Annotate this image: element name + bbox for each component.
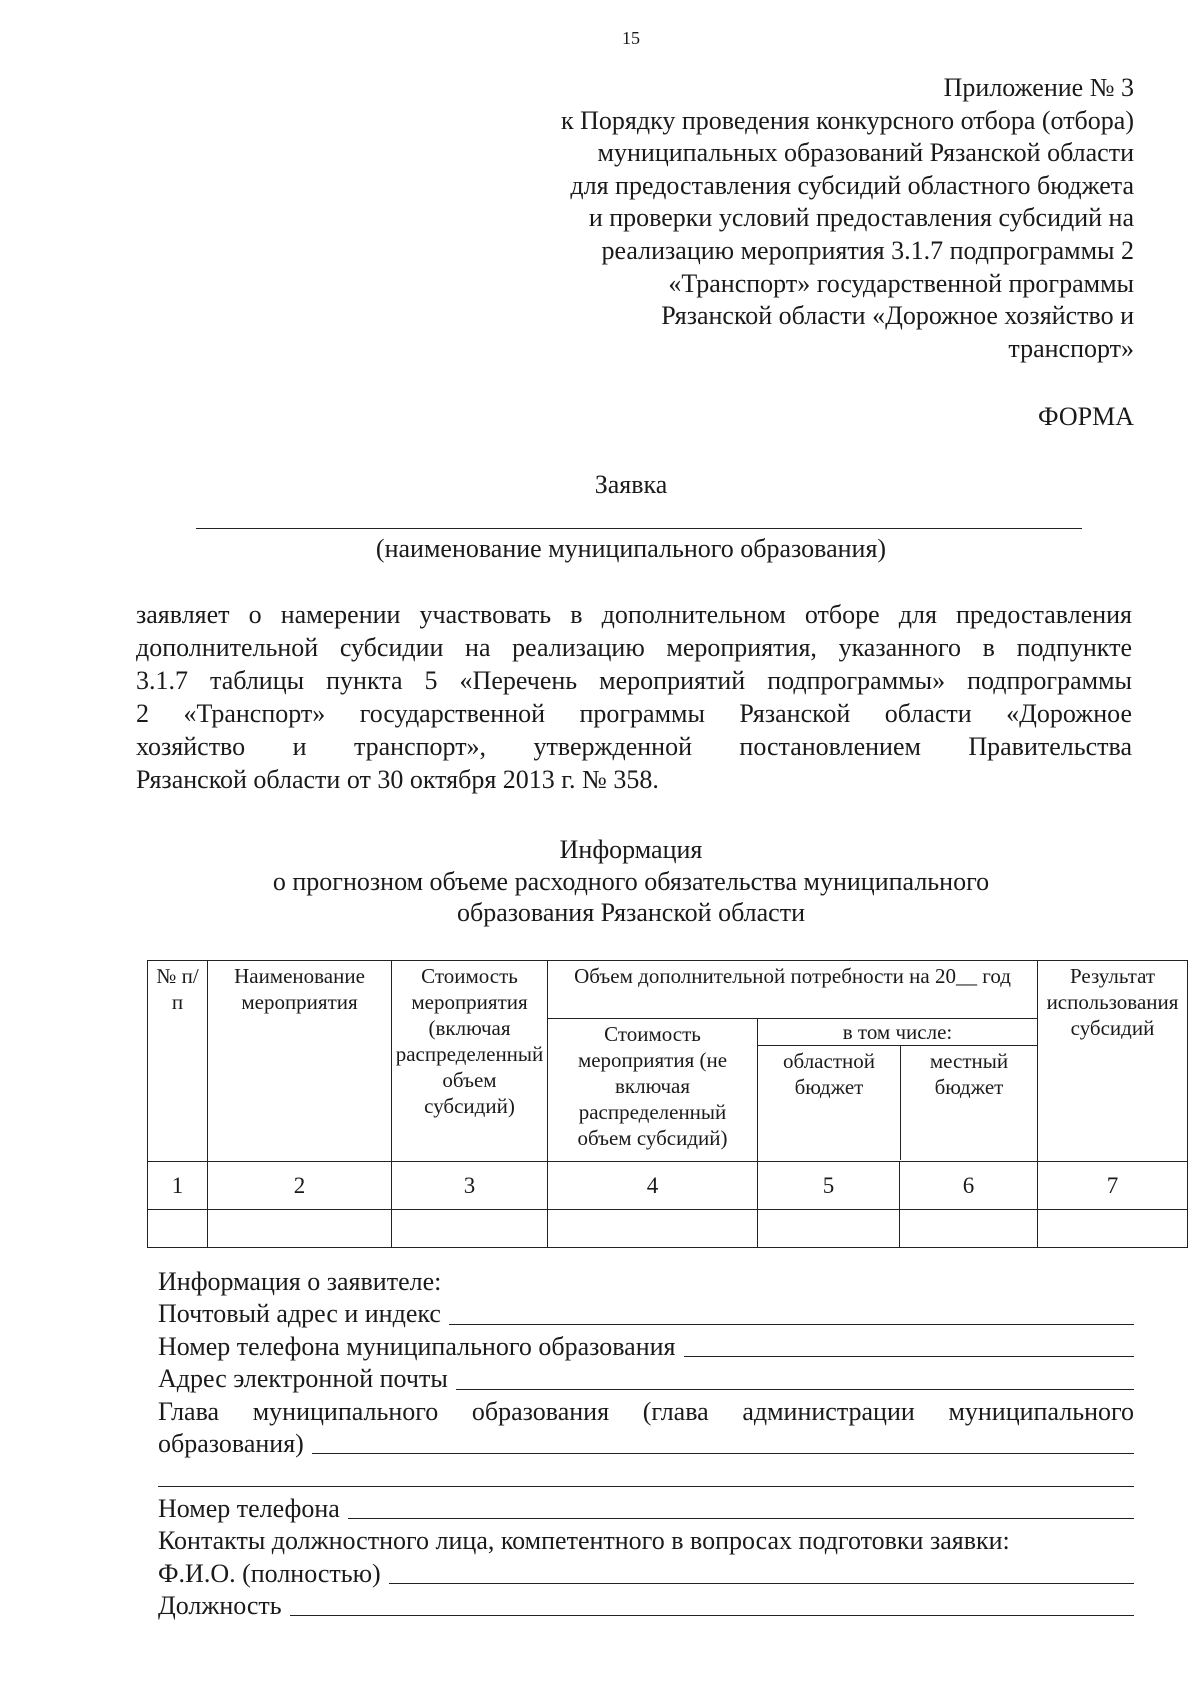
- email-field[interactable]: [456, 1389, 1134, 1390]
- statement-paragraph: [136, 598, 1132, 796]
- header-activity-name: Наименование мероприятия: [208, 961, 392, 1162]
- applicant-heading: Информация о заявителе:: [158, 1266, 442, 1296]
- header-local-budget: местный бюджет: [929, 1049, 1009, 1100]
- appendix-line: муниципальных образований Рязанской области: [597, 138, 1134, 168]
- phone-label: Номер телефона: [158, 1493, 340, 1523]
- header-subsidy-result: Результат использования субсидий: [1038, 961, 1188, 1162]
- empty-cell[interactable]: [1038, 1209, 1188, 1247]
- head-field[interactable]: [312, 1453, 1134, 1454]
- phone-row: [158, 1493, 1134, 1525]
- phone-mo-field[interactable]: [684, 1356, 1134, 1357]
- empty-cell[interactable]: [392, 1209, 548, 1247]
- fio-field[interactable]: [389, 1583, 1134, 1584]
- column-number-cell: 5: [758, 1161, 900, 1209]
- header-including-group: [758, 1019, 1038, 1161]
- empty-cell[interactable]: [758, 1209, 900, 1247]
- document-title: Заявка: [594, 470, 668, 499]
- appendix-line: к Порядку проведения конкурсного отбора (отбора): [560, 105, 1134, 135]
- expense-table: [147, 960, 1188, 1248]
- phone-mo-row: [158, 1331, 1134, 1363]
- head-label-line1: Глава муниципального образования (глава администрации муниципального: [158, 1396, 1134, 1426]
- email-row: [158, 1363, 1134, 1395]
- applicant-heading-row: [158, 1266, 1134, 1298]
- postal-row: [158, 1298, 1134, 1330]
- postal-label: Почтовый адрес и индекс: [158, 1299, 441, 1329]
- postal-field[interactable]: [449, 1324, 1134, 1325]
- statement-line: Рязанской области от 30 октября 2013 г. № 358.: [136, 765, 659, 794]
- position-label: Должность: [158, 1590, 282, 1620]
- head-field-continuation[interactable]: [158, 1486, 1134, 1487]
- statement-line: дополнительной субсидии на реализацию мероприятия, указанного в подпункте: [136, 633, 1132, 662]
- appendix-line: Приложение № 3: [943, 73, 1134, 102]
- empty-cell[interactable]: [900, 1209, 1038, 1247]
- column-number-cell: 6: [900, 1161, 1038, 1209]
- head-continuation-row: [158, 1460, 1134, 1492]
- page-number: 15: [622, 28, 640, 48]
- municipality-name-caption: (наименование муниципального образования): [375, 534, 887, 563]
- appendix-line: «Транспорт» государственной программы: [668, 268, 1134, 298]
- info-heading-line: Информация: [559, 835, 703, 864]
- appendix-header: [561, 72, 1134, 365]
- column-number-cell: 7: [1038, 1161, 1188, 1209]
- info-heading-line: о прогнозном объеме расходного обязательства муниципального: [272, 866, 990, 896]
- header-activity-cost-excl: Стоимость мероприятия (не включая распределенный объем субсидий): [548, 1019, 758, 1161]
- appendix-line: для предоставления субсидий областного бюджета: [570, 170, 1134, 200]
- position-field[interactable]: [290, 1615, 1134, 1616]
- column-number-cell: 4: [548, 1161, 758, 1209]
- empty-cell[interactable]: [208, 1209, 392, 1247]
- fio-label: Ф.И.О. (полностью): [158, 1558, 381, 1588]
- position-row: [158, 1590, 1134, 1622]
- fio-row: [158, 1558, 1134, 1590]
- appendix-line: реализацию мероприятия 3.1.7 подпрограммы 2: [601, 235, 1134, 265]
- phone-field[interactable]: [348, 1518, 1134, 1519]
- head-label-line2: образования): [158, 1428, 304, 1458]
- header-activity-cost-incl: Стоимость мероприятия (включая распределенный объем субсидий): [392, 961, 548, 1162]
- header-number: № п/п: [148, 961, 208, 1162]
- statement-line: заявляет о намерении участвовать в дополнительном отборе для предоставления: [136, 600, 1132, 629]
- header-additional-need: Объем дополнительной потребности на 20__ год: [548, 961, 1038, 1019]
- info-heading: [0, 834, 1200, 929]
- column-number-cell: 2: [208, 1161, 392, 1209]
- applicant-info: [158, 1266, 1134, 1622]
- appendix-line: транспорт»: [1008, 333, 1134, 363]
- head-row: [158, 1428, 1134, 1460]
- appendix-line: Рязанской области «Дорожное хозяйство и: [661, 301, 1134, 331]
- column-number-cell: 1: [148, 1161, 208, 1209]
- info-heading-line: образования Рязанской области: [457, 898, 805, 927]
- contacts-label: Контакты должностного лица, компетентного в вопросах подготовки заявки:: [158, 1526, 1010, 1556]
- phone-mo-label: Номер телефона муниципального образования: [158, 1331, 676, 1361]
- statement-line: 3.1.7 таблицы пункта 5 «Перечень мероприятий подпрограммы» подпрограммы: [136, 666, 1132, 695]
- statement-line: хозяйство и транспорт», утвержденной постановлением Правительства: [136, 732, 1132, 761]
- empty-cell[interactable]: [148, 1209, 208, 1247]
- appendix-line: и проверки условий предоставления субсидий на: [588, 203, 1134, 233]
- contacts-row: [158, 1525, 1134, 1557]
- column-number-cell: 3: [392, 1161, 548, 1209]
- email-label: Адрес электронной почты: [158, 1364, 448, 1394]
- statement-line: 2 «Транспорт» государственной программы Рязанской области «Дорожное: [136, 699, 1132, 728]
- municipality-name-field[interactable]: [196, 528, 1082, 529]
- empty-cell[interactable]: [548, 1209, 758, 1247]
- form-label: ФОРМА: [1038, 402, 1134, 431]
- header-including: в том числе:: [758, 1019, 1037, 1046]
- header-regional-budget: областной бюджет: [758, 1046, 901, 1160]
